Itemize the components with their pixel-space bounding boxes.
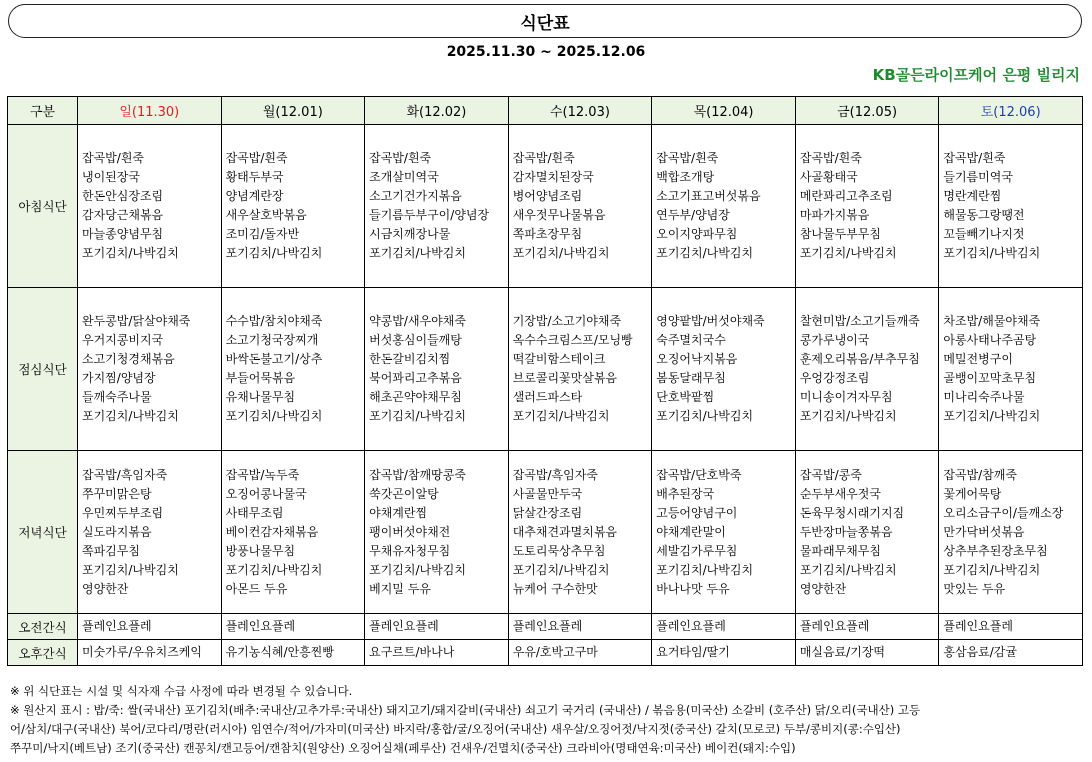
menu-item: 상추부추된장초무침 — [943, 543, 1048, 558]
menu-item: 들기름두부구이/양념장 — [369, 208, 490, 222]
menu-cell — [508, 125, 652, 288]
snack-cell: 미숫가루/우유치즈케익 — [78, 640, 222, 666]
menu-item: 포기김치/나박김치 — [943, 246, 1041, 260]
menu-item: 포기김치/나박김치 — [369, 562, 466, 577]
menu-cell — [78, 125, 222, 288]
menu-item: 사골황태국 — [799, 170, 858, 184]
header-row — [8, 97, 1083, 125]
menu-item: 오징어콩나물국 — [225, 486, 307, 501]
menu-item: 베이컨감자채볶음 — [225, 524, 319, 539]
menu-cell — [221, 451, 365, 614]
menu-cell — [221, 125, 365, 288]
date-range: 2025.11.30 ~ 2025.12.06 — [446, 44, 646, 60]
menu-item: 한돈갈비김치찜 — [369, 352, 451, 366]
menu-cell — [652, 451, 796, 614]
menu-item: 두반장마늘쫑볶음 — [799, 524, 893, 539]
menu-item: 양념계란장 — [225, 189, 284, 203]
menu-item: 쪽파초장무침 — [512, 227, 583, 241]
menu-item: 차조밥/해물야채죽 — [943, 314, 1041, 328]
menu-item: 오이지양파무침 — [656, 227, 738, 241]
menu-item: 야채계란찜 — [369, 505, 428, 520]
header-day-friday: 금(12.05) — [795, 97, 939, 125]
menu-item: 오리소금구이/들깨소장 — [943, 505, 1064, 520]
snack-cell: 플레인요플레 — [508, 614, 652, 640]
menu-item: 메밀전병구이 — [943, 352, 1013, 366]
snack-label: 오후간식 — [8, 640, 78, 666]
menu-item: 바싹돈불고기/상추 — [225, 352, 323, 366]
snack-row — [8, 614, 1083, 640]
menu-item: 만가닥버섯볶음 — [943, 524, 1025, 539]
menu-item: 잡곡밥/단호박죽 — [656, 467, 742, 482]
menu-item: 소고기청국장찌개 — [225, 333, 319, 347]
snack-cell: 우유/호박고구마 — [508, 640, 652, 666]
menu-item: 냉이된장국 — [82, 170, 140, 184]
menu-item: 포기김치/나박김치 — [82, 246, 179, 260]
menu-item: 잡곡밥/흰죽 — [369, 151, 432, 165]
menu-item: 쪽파김무침 — [82, 543, 140, 558]
menu-cell — [795, 125, 939, 288]
menu-item: 한돈안심장조림 — [82, 189, 164, 203]
menu-item: 포기김치/나박김치 — [225, 409, 323, 423]
menu-item: 단호박팥찜 — [656, 390, 715, 404]
menu-item: 잡곡밥/흰죽 — [943, 151, 1006, 165]
menu-item: 꽃게어묵탕 — [943, 486, 1002, 501]
menu-item: 잡곡밥/참깨땅콩죽 — [369, 467, 466, 482]
menu-item: 브로콜리꽃맛살볶음 — [512, 371, 618, 385]
menu-item: 돈육무청시래기지짐 — [799, 505, 905, 520]
menu-item: 우민찌두부조림 — [82, 505, 164, 520]
menu-item: 잡곡밥/콩죽 — [799, 467, 862, 482]
menu-item: 쭈꾸미맑은탕 — [82, 486, 152, 501]
menu-item: 부들어묵볶음 — [225, 371, 296, 385]
menu-item: 들기름미역국 — [943, 170, 1013, 184]
menu-item: 포기김치/나박김치 — [656, 246, 754, 260]
menu-item: 영양팥밥/버섯야채죽 — [656, 314, 765, 328]
snack-cell: 플레인요플레 — [795, 614, 939, 640]
menu-item: 세발김가루무침 — [656, 543, 738, 558]
menu-item: 미나리숙주나물 — [943, 390, 1025, 404]
menu-cell — [508, 451, 652, 614]
menu-item: 포기김치/나박김치 — [225, 246, 323, 260]
menu-cell — [795, 451, 939, 614]
note-line: 어/삼치/대구(국내산) 북어/코다리/명란(러시아) 임연수/적어/가자미(미국산) 바지락/홍합/굴/오징어(국내산) 새우살/오징어젓/낙지젓(중국산) 갈치(모로코) 두부/콩비지(콩:수입산) — [10, 722, 901, 736]
snack-cell: 플레인요플레 — [939, 614, 1083, 640]
menu-cell — [652, 125, 796, 288]
menu-item: 마늘종양념무침 — [82, 227, 164, 241]
menu-item: 샐러드파스타 — [512, 390, 583, 404]
menu-item: 닭살간장조림 — [512, 505, 583, 520]
snack-cell: 플레인요플레 — [221, 614, 365, 640]
meal-label: 아침식단 — [8, 125, 78, 288]
menu-item: 가지찜/양념장 — [82, 371, 156, 385]
menu-item: 새우젓무나물볶음 — [512, 208, 606, 222]
menu-item: 포기김치/나박김치 — [512, 562, 610, 577]
menu-cell — [795, 288, 939, 451]
menu-item: 사골물만두국 — [512, 486, 583, 501]
menu-cell — [939, 451, 1083, 614]
meal-label: 점심식단 — [8, 288, 78, 451]
header-day-wednesday: 수(12.03) — [508, 97, 652, 125]
menu-item: 감자당근채볶음 — [82, 208, 164, 222]
snack-row — [8, 640, 1083, 666]
menu-item: 야채계란말이 — [656, 524, 726, 539]
menu-item: 실도라지볶음 — [82, 524, 152, 539]
menu-cell — [939, 288, 1083, 451]
menu-cell — [221, 288, 365, 451]
menu-item: 봄동달래무침 — [656, 371, 726, 385]
menu-item: 포기김치/나박김치 — [656, 562, 754, 577]
meal-row — [8, 125, 1083, 288]
menu-item: 우엉강정조림 — [799, 371, 870, 385]
menu-item: 아롱사태나주곰탕 — [943, 333, 1037, 347]
notes — [10, 682, 1084, 758]
menu-item: 새우살호박볶음 — [225, 208, 307, 222]
menu-item: 잡곡밥/참깨죽 — [943, 467, 1017, 482]
menu-item: 미니송이겨자무침 — [799, 390, 893, 404]
menu-item: 잡곡밥/흰죽 — [82, 151, 145, 165]
menu-item: 무채유자청무침 — [369, 543, 451, 558]
menu-item: 포기김치/나박김치 — [656, 409, 754, 423]
menu-item: 해초곤약야채무침 — [369, 390, 462, 404]
menu-item: 약콩밥/새우야채죽 — [369, 314, 466, 328]
menu-cell — [365, 125, 509, 288]
menu-item: 소고기표고버섯볶음 — [656, 189, 761, 203]
menu-item: 배추된장국 — [656, 486, 715, 501]
menu-item: 고등어양념구이 — [656, 505, 738, 520]
menu-item: 명란계란찜 — [943, 189, 1002, 203]
menu-item: 찰현미밥/소고기들깨죽 — [799, 314, 920, 328]
menu-item: 뉴케어 구수한맛 — [512, 581, 598, 596]
menu-item: 꼬들빼기나지젓 — [943, 227, 1025, 241]
menu-item: 소고기청경채볶음 — [82, 352, 175, 366]
snack-cell: 요구르트/바나나 — [365, 640, 509, 666]
snack-cell: 홍삼음료/감귤 — [939, 640, 1083, 666]
menu-item: 잡곡밥/흑임자죽 — [82, 467, 168, 482]
menu-item: 도토리묵상추무침 — [512, 543, 606, 558]
menu-item: 떡갈비함스테이크 — [512, 352, 606, 366]
header-day-sunday: 일(11.30) — [78, 97, 222, 125]
menu-cell — [78, 451, 222, 614]
menu-item: 조개살미역국 — [369, 170, 439, 184]
page-title: 식단표 — [8, 4, 1082, 38]
menu-item: 아몬드 두유 — [225, 581, 288, 596]
menu-item: 훈제오리볶음/부추무침 — [799, 352, 920, 366]
menu-item: 영양한잔 — [82, 581, 129, 596]
menu-item: 옥수수크림스프/모닝빵 — [512, 333, 633, 347]
header-day-monday: 월(12.01) — [221, 97, 365, 125]
menu-item: 포기김치/나박김치 — [799, 409, 897, 423]
menu-item: 백합조개탕 — [656, 170, 715, 184]
menu-item: 포기김치/나박김치 — [512, 409, 610, 423]
note-line: ※ 원산지 표시 : 밥/죽: 쌀(국내산) 포기김치(배추:국내산/고추가루:국내산) 돼지고기/돼지갈비(국내산) 쇠고기 국거리 (국내산) / 볶음용(미국산) 소갈비 (호주산) 닭/오리(국내산) 고등 — [10, 703, 921, 717]
header-category: 구분 — [8, 97, 78, 125]
menu-item: 기장밥/소고기야채죽 — [512, 314, 622, 328]
menu-item: 병어양념조림 — [512, 189, 583, 203]
snack-cell: 플레인요플레 — [78, 614, 222, 640]
menu-item: 잡곡밥/흰죽 — [225, 151, 288, 165]
menu-item: 포기김치/나박김치 — [512, 246, 610, 260]
menu-item: 사태무조림 — [225, 505, 284, 520]
snack-cell: 플레인요플레 — [365, 614, 509, 640]
menu-item: 우거지콩비지국 — [82, 333, 164, 347]
menu-item: 순두부새우젓국 — [799, 486, 881, 501]
menu-item: 메란꽈리고추조림 — [799, 189, 893, 203]
snack-cell: 플레인요플레 — [652, 614, 796, 640]
menu-cell — [365, 288, 509, 451]
menu-item: 포기김치/나박김치 — [799, 562, 897, 577]
menu-item: 마파가지볶음 — [799, 208, 870, 222]
menu-item: 숙주멸치국수 — [656, 333, 726, 347]
menu-item: 바나나맛 두유 — [656, 581, 730, 596]
menu-item: 들깨숙주나물 — [82, 390, 152, 404]
menu-item: 대추채견과멸치볶음 — [512, 524, 618, 539]
menu-item: 포기김치/나박김치 — [369, 246, 466, 260]
header-day-thursday: 목(12.04) — [652, 97, 796, 125]
menu-item: 포기김치/나박김치 — [799, 246, 897, 260]
menu-item: 감자멸치된장국 — [512, 170, 594, 184]
menu-item: 유채나물무침 — [225, 390, 296, 404]
menu-item: 방풍나물무침 — [225, 543, 296, 558]
snack-cell: 매실음료/기장떡 — [795, 640, 939, 666]
menu-item: 팽이버섯야채전 — [369, 524, 451, 539]
menu-item: 소고기건가지볶음 — [369, 189, 462, 203]
meal-row — [8, 451, 1083, 614]
menu-item: 잡곡밥/녹두죽 — [225, 467, 300, 482]
menu-cell — [78, 288, 222, 451]
meal-table — [7, 96, 1083, 666]
note-line: ※ 위 식단표는 시설 및 식자재 수급 사정에 따라 변경될 수 있습니다. — [10, 684, 353, 698]
menu-item: 맛있는 두유 — [943, 581, 1006, 596]
menu-item: 시금치깨장나물 — [369, 227, 451, 241]
menu-item: 잡곡밥/흰죽 — [512, 151, 575, 165]
meal-label: 저녁식단 — [8, 451, 78, 614]
menu-item: 포기김치/나박김치 — [82, 409, 179, 423]
menu-item: 완두콩밥/닭살야채죽 — [82, 314, 191, 328]
menu-item: 북어꽈리고추볶음 — [369, 371, 462, 385]
menu-item: 잡곡밥/흑임자죽 — [512, 467, 598, 482]
meal-row — [8, 288, 1083, 451]
menu-item: 콩가루냉이국 — [799, 333, 870, 347]
menu-item: 포기김치/나박김치 — [943, 409, 1041, 423]
menu-item: 오징어낙지볶음 — [656, 352, 738, 366]
menu-cell — [939, 125, 1083, 288]
menu-item: 포기김치/나박김치 — [369, 409, 466, 423]
snack-cell: 요거타임/딸기 — [652, 640, 796, 666]
menu-item: 영양한잔 — [799, 581, 847, 596]
header-day-tuesday: 화(12.02) — [365, 97, 509, 125]
menu-item: 골뱅이꼬막초무침 — [943, 371, 1037, 385]
menu-item: 베지밀 두유 — [369, 581, 431, 596]
menu-item: 잡곡밥/흰죽 — [799, 151, 862, 165]
menu-item: 조미김/돌자반 — [225, 227, 300, 241]
menu-cell — [365, 451, 509, 614]
menu-item: 연두부/양념장 — [656, 208, 730, 222]
menu-item: 포기김치/나박김치 — [943, 562, 1041, 577]
header-day-saturday: 토(12.06) — [939, 97, 1083, 125]
menu-item: 물파래무채무침 — [799, 543, 881, 558]
menu-item: 수수밥/참치야채죽 — [225, 314, 323, 328]
menu-item: 버섯홍심이들깨탕 — [369, 333, 462, 347]
organization-name: KB골든라이프케어 은평 빌리지 — [872, 66, 1080, 84]
menu-item: 잡곡밥/흰죽 — [656, 151, 719, 165]
menu-item: 포기김치/나박김치 — [225, 562, 323, 577]
menu-item: 황태두부국 — [225, 170, 284, 184]
menu-item: 쑥갓곤이알탕 — [369, 486, 439, 501]
snack-label: 오전간식 — [8, 614, 78, 640]
menu-item: 포기김치/나박김치 — [82, 562, 179, 577]
menu-item: 참나물두부무침 — [799, 227, 881, 241]
menu-cell — [652, 288, 796, 451]
snack-cell: 유기농식혜/안흥찐빵 — [221, 640, 365, 666]
note-line: 쭈꾸미/낙지(베트남) 조기(중국산) 캔꽁치/캔고등어/캔참치(원양산) 오징어실채(페루산) 건새우/건멸치(중국산) 크라비아(명태연육:미국산) 베이컨(돼지:수입) — [10, 741, 796, 755]
menu-item: 해물동그랑땡전 — [943, 208, 1025, 222]
menu-cell — [508, 288, 652, 451]
